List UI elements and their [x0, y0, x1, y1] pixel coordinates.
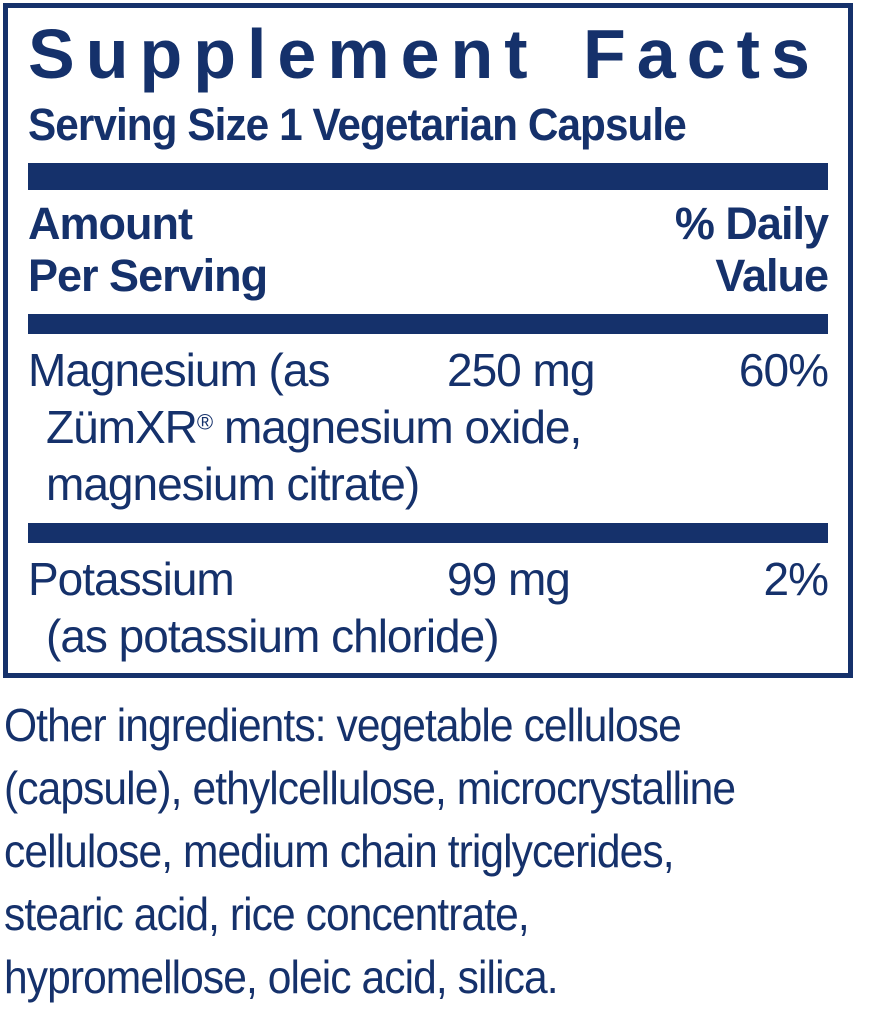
amount-per-serving-header [28, 198, 267, 302]
divider-bar-top [28, 163, 828, 190]
ingredients-line-2: (capsule), ethylcellulose, microcrystalline [4, 762, 736, 814]
panel-title: Supplement Facts [28, 15, 821, 93]
potassium-detail-line1: (as potassium chloride) [46, 610, 499, 663]
nutrient-row-magnesium [28, 342, 828, 513]
potassium-daily-value: 2% [763, 553, 828, 606]
nutrient-row-potassium [28, 551, 828, 665]
amount-header-line2: Per Serving [28, 249, 268, 301]
potassium-main-line [28, 551, 828, 608]
magnesium-daily-value: 60% [738, 343, 828, 396]
registered-trademark-symbol: ® [196, 409, 213, 435]
ingredients-line-5: hypromellose, oleic acid, silica. [4, 951, 558, 1003]
other-ingredients-paragraph [4, 694, 824, 1009]
serving-size-text: Serving Size 1 Vegetarian Capsule [28, 98, 686, 150]
magnesium-name: Magnesium (as [28, 343, 330, 396]
divider-bar-middle [28, 523, 828, 543]
zumxr-brand-text: ZümXR [46, 400, 197, 453]
magnesium-main-line [28, 342, 828, 399]
ingredients-line-1: Other ingredients: vegetable cellulose [4, 699, 681, 751]
magnesium-detail-line2: magnesium citrate) [46, 457, 420, 510]
amount-header-line1: Amount [28, 197, 192, 249]
daily-value-header-line1: % Daily [674, 197, 828, 249]
potassium-amount: 99 mg [447, 553, 570, 606]
magnesium-amount: 250 mg [447, 343, 595, 396]
magnesium-detail-line1 [28, 399, 828, 456]
daily-value-header-line2: Value [715, 249, 828, 301]
magnesium-detail-line1-rest: magnesium oxide, [212, 400, 582, 453]
ingredients-line-4: stearic acid, rice concentrate, [4, 888, 529, 940]
daily-value-header [675, 198, 828, 302]
supplement-facts-panel [3, 3, 853, 678]
divider-bar-header [28, 314, 828, 334]
column-header-row [28, 198, 828, 302]
potassium-name: Potassium [28, 553, 234, 606]
ingredients-line-3: cellulose, medium chain triglycerides, [4, 825, 674, 877]
